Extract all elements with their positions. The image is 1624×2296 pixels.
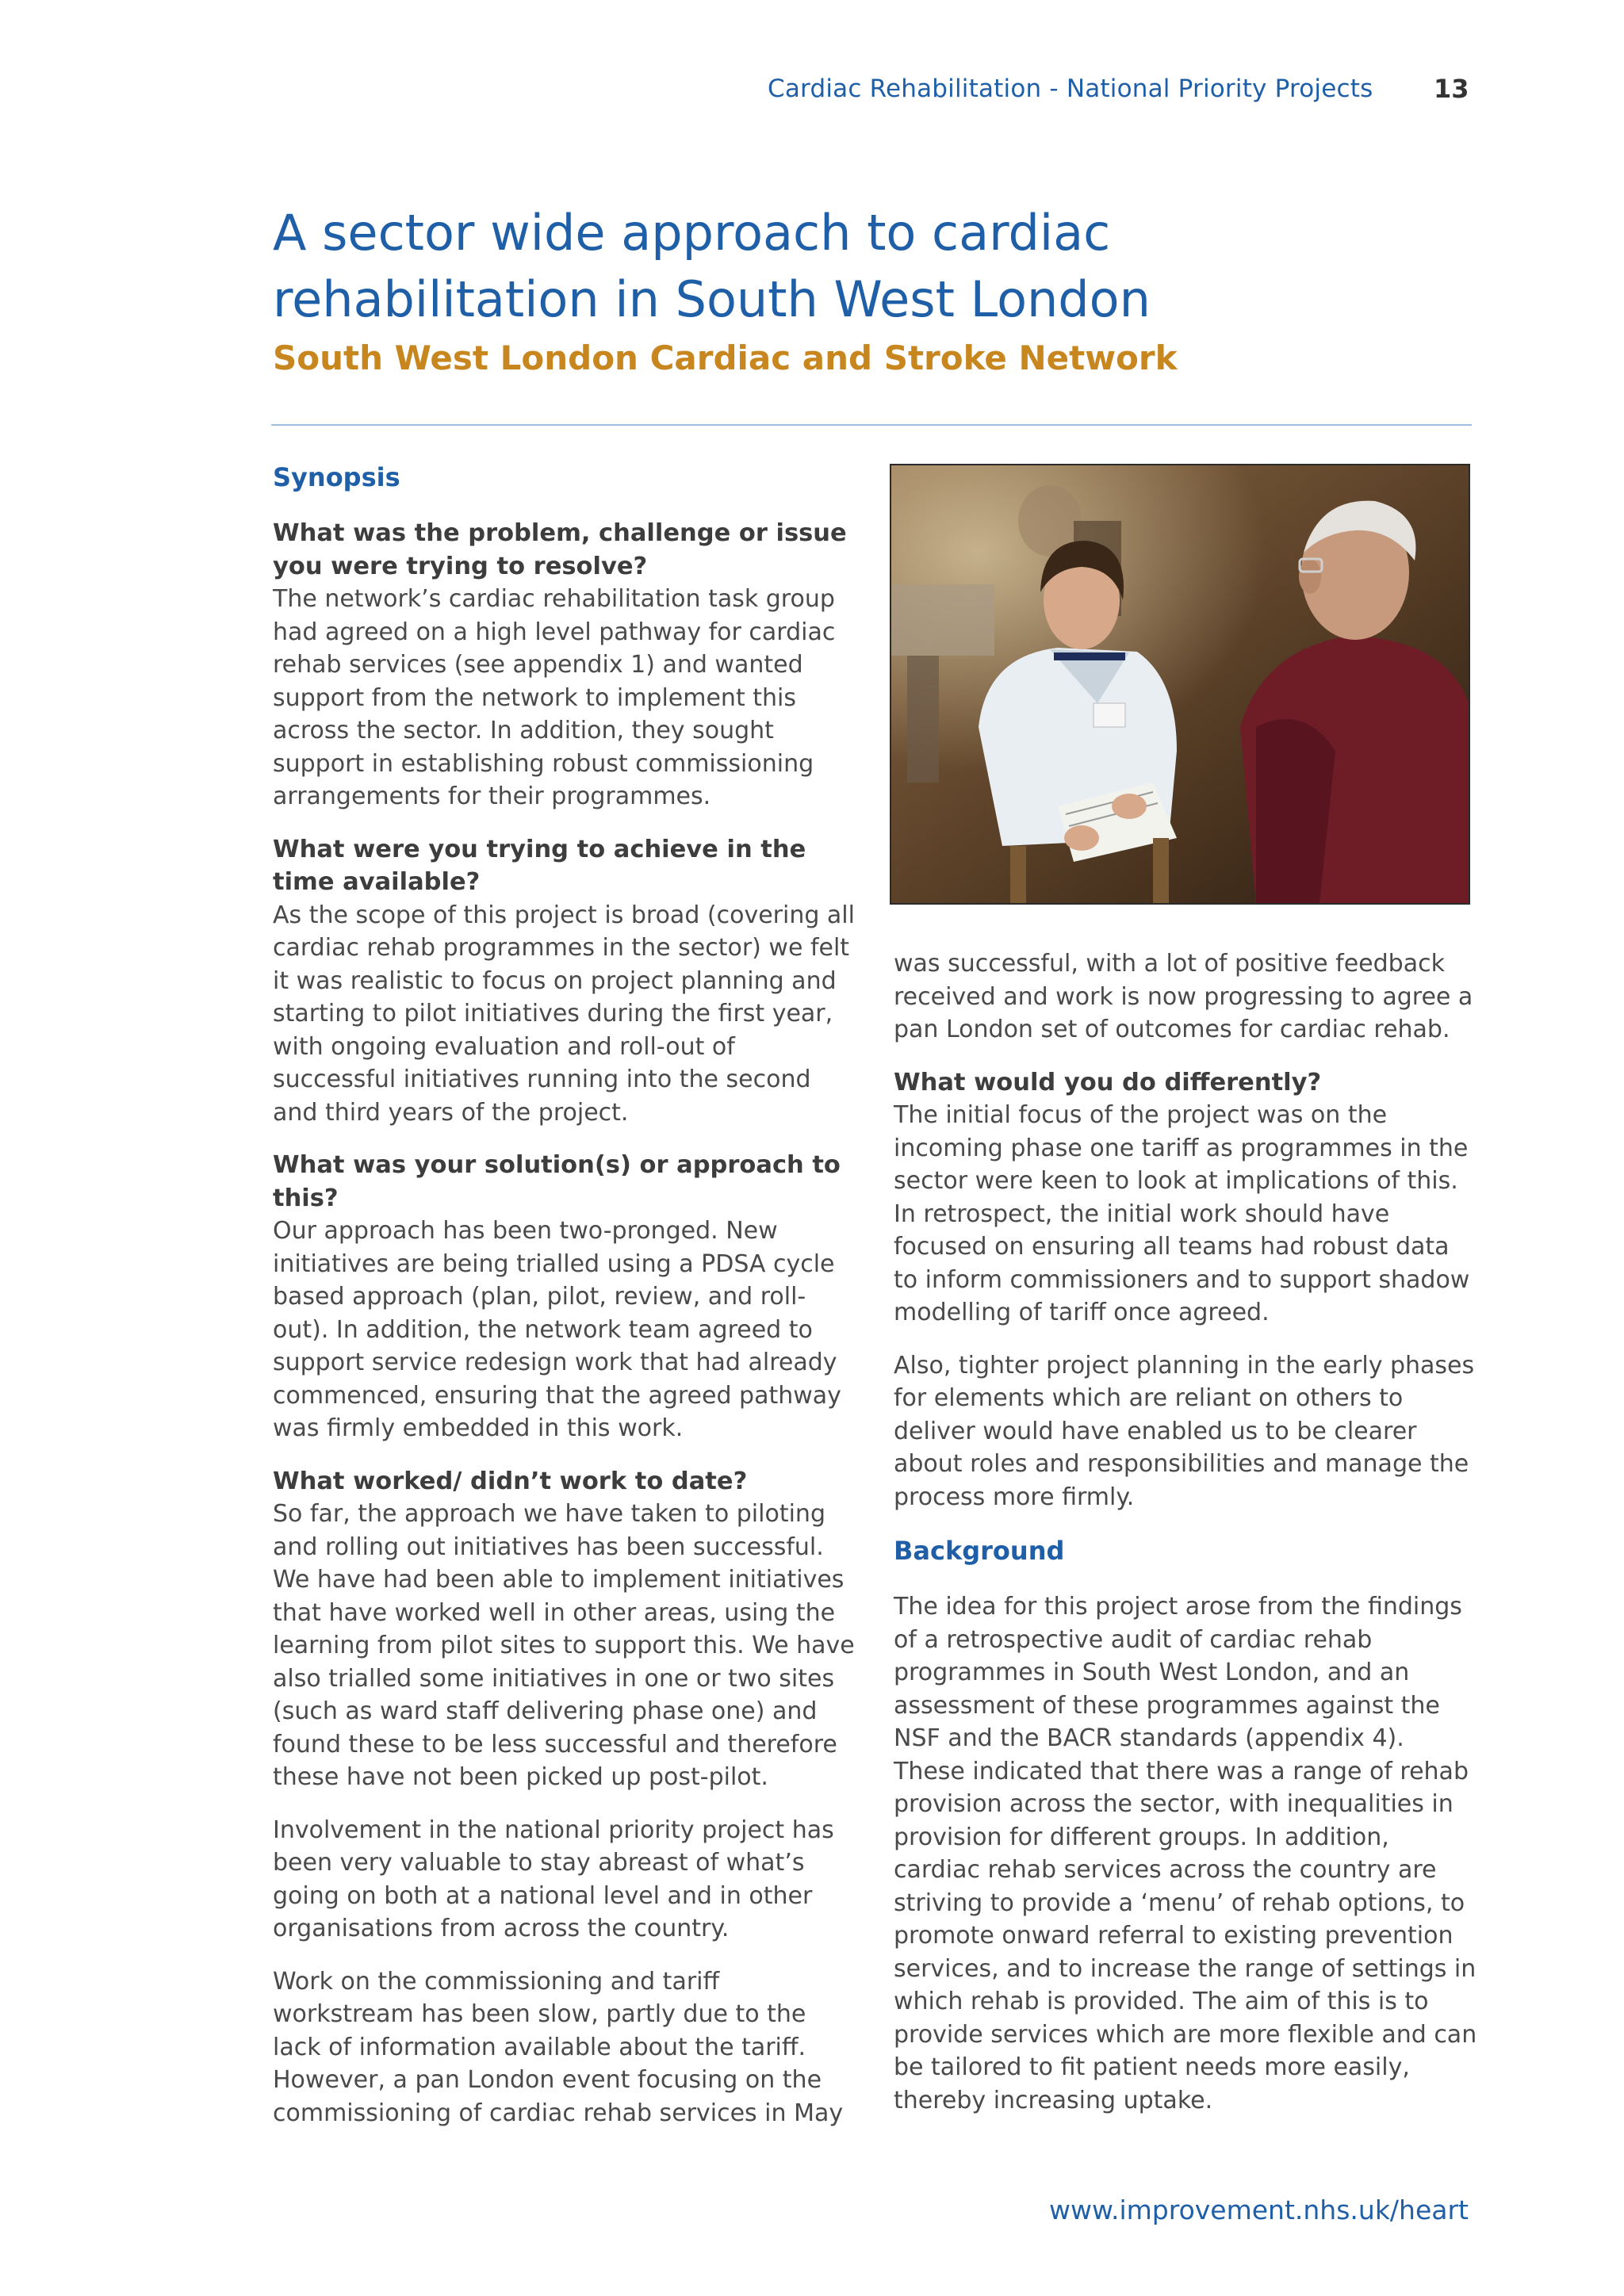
article-title-line-2: rehabilitation in South West London (273, 270, 1151, 328)
question-achieve: What were you trying to achieve in the time available? (273, 835, 806, 896)
paragraph-commissioning: Work on the commissioning and tariff workstream has been slow, partly due to the lack of information available about the tariff. However, a pan London event focusing on the commissioning of cardiac rehab services in May (273, 1967, 844, 2127)
answer-achieve: As the scope of this project is broad (covering all cardiac rehab programmes in the sector) we felt it was realistic to focus on project planning and starting to pilot initiatives during the first year, with ongoing evaluation and roll-out of successful initiatives running into the second and third years of the project. (273, 901, 855, 1127)
page-number: 13 (1434, 74, 1469, 104)
qa-worked (273, 1465, 860, 1794)
footer-url-link[interactable]: www.improvement.nhs.uk/heart (1049, 2195, 1469, 2225)
right-column (894, 947, 1480, 2137)
answer-problem: The network’s cardiac rehabilitation task group had agreed on a high level pathway for cardiac rehab services (see appendix 1) and wanted support from the network to implement this across the sector. In addition, they sought support in establishing robust commissioning arrangements for their programmes. (273, 585, 836, 810)
photo-nurse-with-patient-icon (890, 464, 1470, 905)
qa-differently (894, 1066, 1480, 1330)
paragraph-involvement: Involvement in the national priority project has been very valuable to stay abreast of what’s going on both at a national level and in other organisations from across the country. (273, 1816, 834, 1942)
question-solution: What was your solution(s) or approach to this? (273, 1151, 841, 1212)
paragraph-planning: Also, tighter project planning in the early phases for elements which are reliant on others to deliver would have enabled us to be clearer about roles and responsibilities and manage the process more firmly. (894, 1351, 1475, 1511)
answer-solution: Our approach has been two-pronged. New initiatives are being trialled using a PDSA cycle based approach (plan, pilot, review, and roll-out). In addition, the network team agreed to support service redesign work that had already commenced, ensuring that the agreed pathway was firmly embedded in this work. (273, 1217, 841, 1442)
question-problem: What was the problem, challenge or issue you were trying to resolve? (273, 519, 847, 580)
synopsis-heading: Synopsis (273, 462, 400, 492)
section-divider (271, 424, 1472, 426)
question-differently: What would you do differently? (894, 1068, 1322, 1096)
qa-achieve (273, 833, 860, 1130)
article-subtitle: South West London Cardiac and Stroke Network (273, 339, 1178, 377)
article-title-line-1: A sector wide approach to cardiac (273, 204, 1111, 262)
qa-problem (273, 517, 860, 813)
qa-solution (273, 1149, 860, 1445)
left-column (273, 460, 860, 2149)
background-heading: Background (894, 1536, 1065, 1566)
paragraph-continued: was successful, with a lot of positive feedback received and work is now progressing to agree a pan London set of outcomes for cardiac rehab. (894, 950, 1473, 1043)
running-header-title: Cardiac Rehabilitation - National Priority Projects (768, 75, 1373, 103)
question-worked: What worked/ didn’t work to date? (273, 1467, 748, 1495)
answer-worked: So far, the approach we have taken to piloting and rolling out initiatives has been successful. We have had been able to implement initiatives that have worked well in other areas, using the learning from pilot sites to support this. We have also trialled some initiatives in one or two sites (such as ward staff delivering phase one) and found these to be less successful and therefore these have not been picked up post-pilot. (273, 1500, 855, 1791)
paragraph-background: The idea for this project arose from the findings of a retrospective audit of cardiac rehab programmes in South West London, and an assessment of these programmes against the NSF and the BACR standards (appendix 4). These indicated that there was a range of rehab provision across the sector, with inequalities in provision for different groups. In addition, cardiac rehab services across the country are striving to provide a ‘menu’ of rehab options, to promote onward referral to existing prevention services, and to increase the range of settings in which rehab is provided. The aim of this is to provide services which are more flexible and can be tailored to fit patient needs more easily, thereby increasing uptake. (894, 1593, 1477, 2114)
answer-differently: The initial focus of the project was on the incoming phase one tariff as programmes in the sector were keen to look at implications of this. In retrospect, the initial work should have focused on ensuring all teams had robust data to inform commissioners and to support shadow modelling of tariff once agreed. (894, 1101, 1470, 1326)
article-title (273, 200, 1462, 333)
